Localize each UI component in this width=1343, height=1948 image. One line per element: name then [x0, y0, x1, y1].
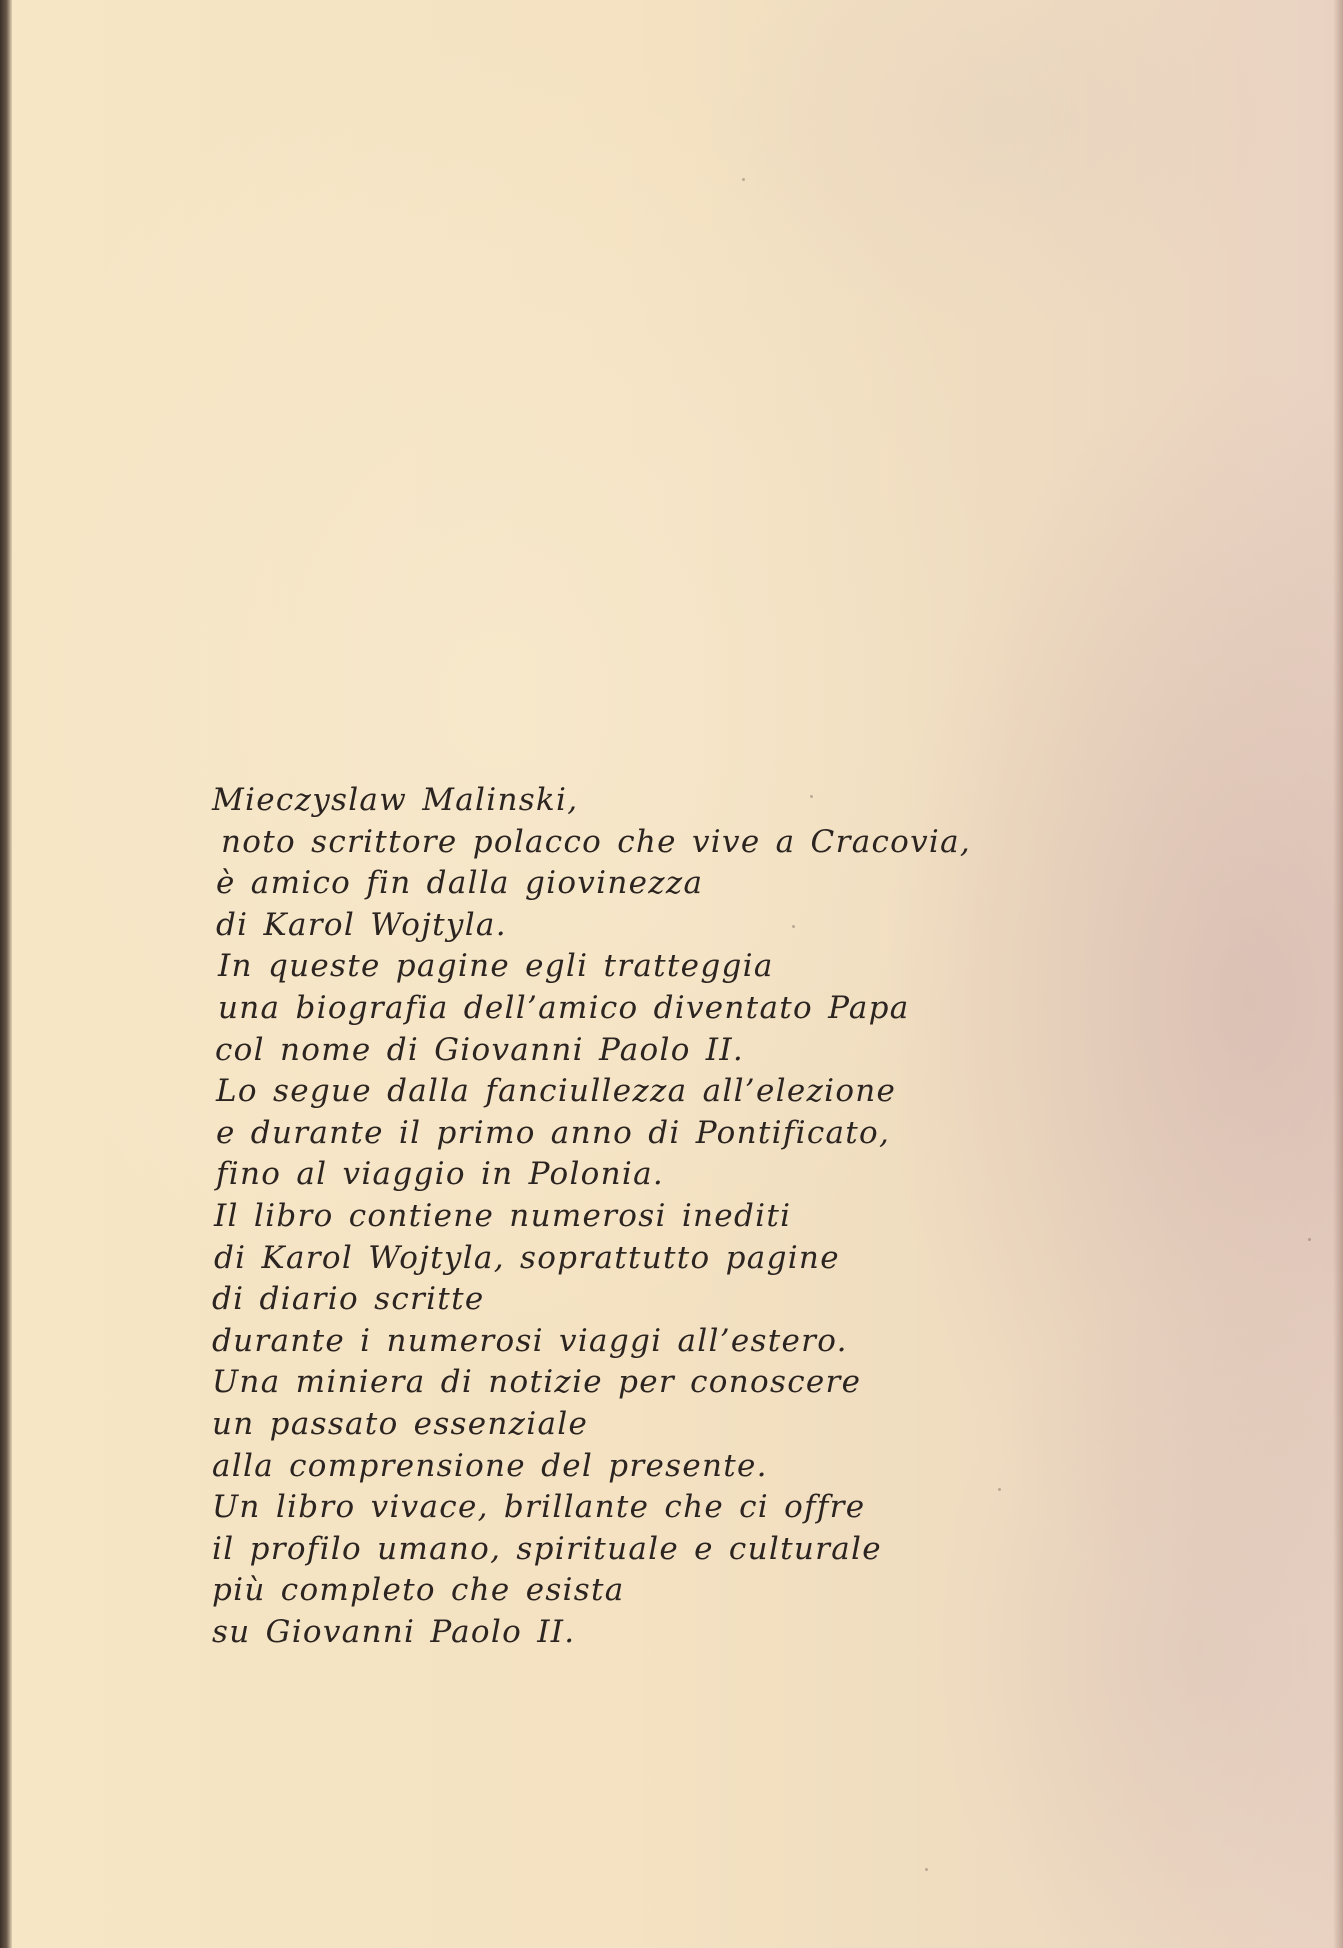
blurb-line: di Karol Wojtyla, soprattutto pagine [214, 1239, 840, 1276]
blurb-line: è amico fin dalla giovinezza [216, 865, 704, 902]
blurb-text [212, 780, 1112, 1653]
blurb-line: alla comprensione del presente. [212, 1447, 768, 1484]
blurb-line: di diario scritte [212, 1281, 485, 1318]
blurb-line: e durante il primo anno di Pontificato, [216, 1114, 891, 1151]
blurb-line: il profilo umano, spirituale e culturale [212, 1530, 882, 1567]
paper-speck [1308, 1238, 1311, 1241]
blurb-line: su Giovanni Paolo II. [212, 1613, 576, 1650]
page-edge [1333, 0, 1343, 1948]
blurb-line: Il libro contiene numerosi inediti [214, 1197, 792, 1234]
blurb-line: Una miniera di notizie per conoscere [212, 1364, 862, 1401]
blurb-line: fino al viaggio in Polonia. [216, 1156, 665, 1193]
blurb-line: Un libro vivace, brillante che ci offre [212, 1489, 866, 1526]
blurb-line: In queste pagine egli tratteggia [218, 948, 774, 985]
blurb-line: una biografia dell’amico diventato Papa [218, 989, 910, 1026]
blurb-line: col nome di Giovanni Paolo II. [215, 1031, 745, 1068]
blurb-line: Lo segue dalla fanciullezza all’elezione [216, 1073, 897, 1110]
paper-speck [742, 178, 745, 181]
blurb-line: di Karol Wojtyla. [216, 906, 507, 943]
paper-speck [925, 1868, 928, 1871]
blurb-line: un passato essenziale [212, 1405, 589, 1442]
blurb-line: noto scrittore polacco che vive a Cracovia, [221, 823, 972, 860]
blurb-line: più completo che esista [212, 1572, 625, 1609]
blurb-line: durante i numerosi viaggi all’estero. [212, 1322, 848, 1359]
blurb-line: Mieczyslaw Malinski, [212, 782, 579, 818]
spine-edge [0, 0, 12, 1948]
